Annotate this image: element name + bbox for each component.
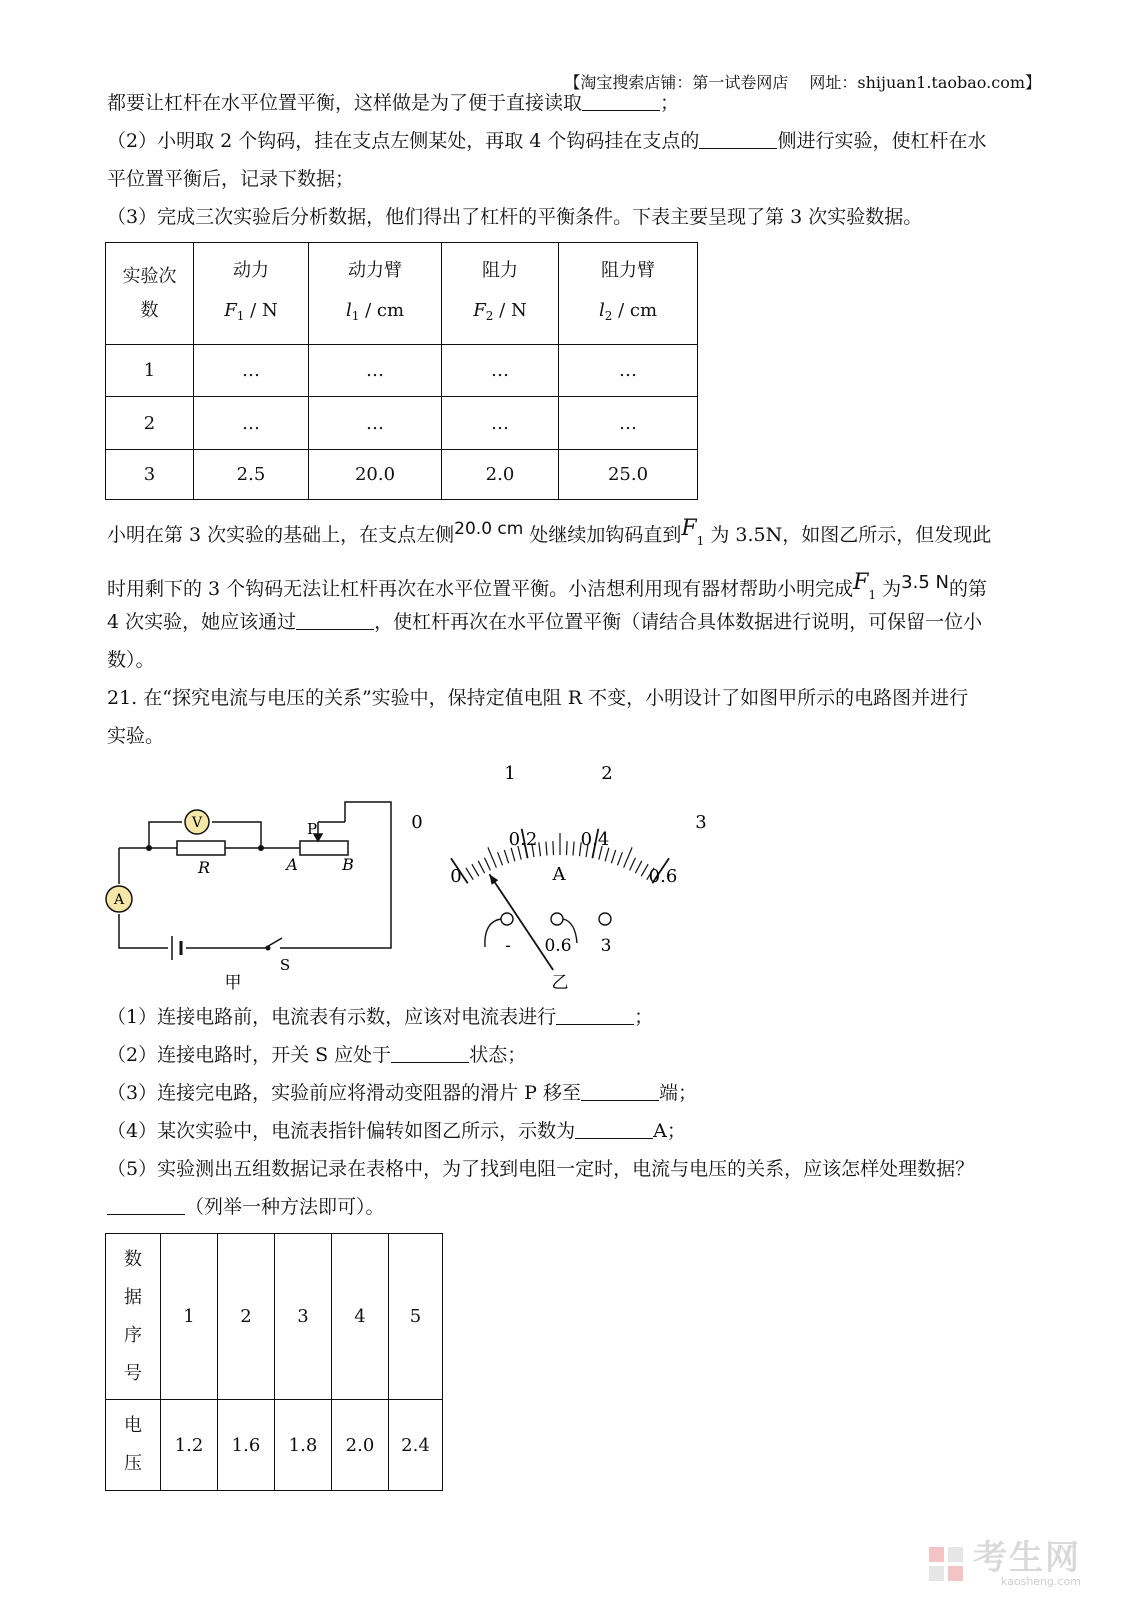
scale-tick <box>611 850 615 863</box>
table-header-trial-text: 实验次数 <box>122 265 177 321</box>
top-scale-label: 2 <box>601 763 613 784</box>
figure-caption-yi: 乙 <box>551 973 569 993</box>
terminal-negative <box>501 913 513 925</box>
header-sub: 1 <box>236 309 245 323</box>
q20-line1 <box>107 88 1071 118</box>
table-cell: 2.5 <box>194 450 309 500</box>
watermark <box>927 1538 1081 1588</box>
table-row <box>106 345 698 397</box>
row-label-text: 电压 <box>124 1415 142 1474</box>
scale-tick <box>641 864 648 876</box>
q21-s3 <box>107 1078 1071 1108</box>
table-cell: 2 <box>218 1234 275 1400</box>
scale-tick <box>504 850 508 863</box>
resistor-label: R <box>197 858 211 877</box>
page-header: 【淘宝搜索店铺：第一试卷网店 网址：shijuan1.taobao.com】 <box>564 73 1041 92</box>
table-row <box>106 1400 443 1491</box>
scale-tick <box>573 842 574 856</box>
header-unit: / cm <box>359 300 405 321</box>
table-cell: … <box>559 397 698 450</box>
watermark-logo-icon <box>927 1545 967 1585</box>
answer-blank-q21-5[interactable] <box>107 1196 185 1215</box>
table-row <box>106 1234 443 1400</box>
slider-label: P <box>306 820 318 838</box>
inline-symbol: F <box>681 516 697 541</box>
q20-line1-text: 都要让杠杆在水平位置平衡，这样做是为了便于直接读取 <box>107 92 583 114</box>
table-cell: 5 <box>389 1234 443 1400</box>
q21-s5: （5）实验测出五组数据记录在表格中，为了找到电阻一定时，电流与电压的关系，应该怎样处理数据？ <box>107 1158 975 1180</box>
answer-blank-q21-4[interactable] <box>575 1120 653 1139</box>
scale-tick <box>472 864 479 876</box>
header-name: 阻力 <box>482 260 518 281</box>
header-name: 阻力臂 <box>601 260 655 281</box>
ammeter-dial <box>400 755 720 1005</box>
table-row <box>106 450 698 500</box>
terminal-label: 0.6 <box>544 936 572 956</box>
table-cell: 4 <box>332 1234 389 1400</box>
table-cell: 1.8 <box>275 1400 332 1491</box>
header-sub: 2 <box>604 309 613 323</box>
voltage-data-table <box>105 1233 443 1491</box>
rheostat-end-a: A <box>286 855 298 874</box>
q20-after-text: 为 3.5N，如图乙所示，但发现此 <box>710 524 992 546</box>
table-cell: 1 <box>106 345 194 397</box>
table-cell: 25.0 <box>559 450 698 500</box>
inline-symbol: F <box>853 570 869 595</box>
table-cell: 1 <box>161 1234 218 1400</box>
scale-tick <box>546 842 547 856</box>
scale-tick <box>630 858 636 871</box>
inline-sub: 1 <box>868 588 877 602</box>
junction-dot <box>146 845 152 851</box>
table-row-label <box>106 1234 161 1400</box>
lever-data-table <box>105 242 698 500</box>
table-header-effort-arm <box>309 243 442 345</box>
wire-negative <box>485 919 501 947</box>
q21-s5-tail: （列举一种方法即可）。 <box>185 1196 385 1218</box>
watermark-sub: kaosheng.com <box>1000 1575 1081 1588</box>
answer-blank-q21-3[interactable] <box>581 1082 659 1101</box>
scale-tick <box>567 841 568 855</box>
table-cell: 3 <box>275 1234 332 1400</box>
table-row-label <box>106 1400 161 1491</box>
q20-part2-post: 侧进行实验，使杠杆在水 <box>777 130 987 152</box>
watermark-text: 考生网 <box>973 1538 1081 1578</box>
q21-s4 <box>107 1116 1071 1146</box>
table-cell: 20.0 <box>309 450 442 500</box>
q20-after-text: 为 <box>882 578 902 600</box>
q20-after-line4: 数）。 <box>107 649 155 671</box>
bottom-scale-label: 0.4 <box>580 829 610 850</box>
row-label-text: 数据序号 <box>124 1248 142 1384</box>
circuit-diagram <box>100 800 410 1000</box>
q20-part3: （3）完成三次实验后分析数据，他们得出了杠杆的平衡条件。下表主要呈现了第 3 次实验数据。 <box>107 206 923 228</box>
bottom-scale-label: 0.6 <box>648 866 678 887</box>
header-symbol: l <box>598 300 605 321</box>
q20-after-line3 <box>107 607 1071 637</box>
top-scale-label: 3 <box>695 812 707 833</box>
table-cell: … <box>194 397 309 450</box>
scale-tick <box>624 847 633 867</box>
answer-blank-q21-1[interactable] <box>556 1006 634 1025</box>
q20-after-text: 小明在第 3 次实验的基础上，在支点左侧 <box>107 524 455 546</box>
inline-value: 20.0 cm <box>454 519 524 539</box>
q21-s2 <box>107 1040 1071 1070</box>
switch-contact <box>266 946 271 951</box>
inline-sub: 1 <box>696 534 705 548</box>
bottom-scale-label: 0 <box>450 866 462 887</box>
table-cell: … <box>309 397 442 450</box>
table-cell: … <box>442 397 559 450</box>
answer-blank-q20-2[interactable] <box>699 130 777 149</box>
ammeter-label: A <box>113 892 125 908</box>
answer-blank-q21-2[interactable] <box>391 1044 469 1063</box>
q21-s1-post: ； <box>634 1006 654 1028</box>
inline-value: 3.5 N <box>901 572 949 593</box>
voltmeter-icon <box>185 810 209 834</box>
q21-s5-tail-line <box>107 1192 1071 1222</box>
table-header-load-arm <box>559 243 698 345</box>
rheostat-end-b: B <box>342 855 354 874</box>
switch-label: S <box>279 956 291 974</box>
q21-s3-text: （3）连接完电路，实验前应将滑动变阻器的滑片 P 移至 <box>107 1082 581 1104</box>
header-name: 动力 <box>233 260 269 281</box>
scale-tick <box>498 852 503 865</box>
table-header-load <box>442 243 559 345</box>
bottom-scale-label: 0.2 <box>508 829 538 850</box>
table-cell: … <box>442 345 559 397</box>
table-cell: 2 <box>106 397 194 450</box>
header-sub: 1 <box>351 309 360 323</box>
q20-after-text: 的第 <box>948 578 987 600</box>
table-header-trial <box>106 243 194 345</box>
header-unit: / N <box>244 300 278 321</box>
scale-tick <box>488 847 497 867</box>
table-row <box>106 397 698 450</box>
table-cell: 2.0 <box>332 1400 389 1491</box>
q21-intro-line2: 实验。 <box>107 725 165 747</box>
q20-part2-line2: 平位置平衡后，记录下数据； <box>107 168 355 190</box>
q20-after-text: 处继续加钩码直到 <box>529 524 682 546</box>
header-symbol: l <box>345 300 352 321</box>
q21-s4-post: A； <box>653 1120 686 1142</box>
scale-tick <box>485 858 491 871</box>
q21-s2-post: 状态； <box>469 1044 527 1066</box>
q21-s1-text: （1）连接电路前，电流表有示数，应该对电流表进行 <box>107 1006 557 1028</box>
q20-after-line2 <box>107 568 1071 610</box>
q20-after-text: ，使杠杆再次在水平位置平衡（请结合具体数据进行说明，可保留一位小 <box>374 611 983 633</box>
table-cell: 2.0 <box>442 450 559 500</box>
scale-tick <box>553 841 554 855</box>
q20-part2 <box>107 126 1071 156</box>
top-scale-label: 0 <box>411 812 423 833</box>
table-cell: … <box>559 345 698 397</box>
table-cell: 2.4 <box>389 1400 443 1491</box>
q20-after-text: 时用剩下的 3 个钩码无法让杠杆再次在水平位置平衡。小洁想利用现有器材帮助小明完成 <box>107 578 854 600</box>
figure-caption-jia: 甲 <box>224 973 242 993</box>
answer-blank-q20-3[interactable] <box>296 611 374 630</box>
q20-after-text: 4 次实验，她应该通过 <box>107 611 297 633</box>
q21-s2-text: （2）连接电路时，开关 S 应处于 <box>107 1044 392 1066</box>
q21-intro-line1: 21. 在“探究电流与电压的关系”实验中，保持定值电阻 R 不变，小明设计了如图甲所示的电路图并进行 <box>107 687 969 709</box>
q20-line1-post: ； <box>660 92 680 114</box>
dial-unit: A <box>552 864 566 885</box>
ammeter-icon <box>106 886 132 912</box>
terminal-label: 3 <box>600 936 612 956</box>
header-symbol: F <box>473 300 486 321</box>
terminal-label: - <box>505 936 511 956</box>
table-cell: … <box>194 345 309 397</box>
needle-arrowhead <box>489 874 498 885</box>
scale-tick <box>635 861 641 873</box>
scale-tick <box>618 852 623 865</box>
scale-tick <box>466 868 473 880</box>
table-cell: … <box>309 345 442 397</box>
header-sub: 2 <box>485 309 494 323</box>
voltmeter-label: V <box>191 815 203 831</box>
q21-s3-post: 端； <box>658 1082 697 1104</box>
header-symbol: F <box>224 300 237 321</box>
table-cell: 1.2 <box>161 1400 218 1491</box>
answer-blank-q20-1[interactable] <box>582 92 660 111</box>
terminal-3 <box>599 913 611 925</box>
header-name: 动力臂 <box>348 260 402 281</box>
table-header-effort <box>194 243 309 345</box>
q20-part2-text: （2）小明取 2 个钩码，挂在支点左侧某处，再取 4 个钩码挂在支点的 <box>107 130 700 152</box>
q20-after-line1 <box>107 514 1071 556</box>
junction-dot <box>258 845 264 851</box>
q21-s1 <box>107 1002 1071 1032</box>
top-scale-label: 1 <box>504 763 516 784</box>
header-unit: / N <box>493 300 527 321</box>
terminal-0-6 <box>551 913 563 925</box>
header-unit: / cm <box>612 300 658 321</box>
q21-s4-text: （4）某次实验中，电流表指针偏转如图乙所示，示数为 <box>107 1120 576 1142</box>
scale-tick <box>478 861 484 873</box>
table-cell: 3 <box>106 450 194 500</box>
table-cell: 1.6 <box>218 1400 275 1491</box>
scale-tick <box>539 842 541 856</box>
